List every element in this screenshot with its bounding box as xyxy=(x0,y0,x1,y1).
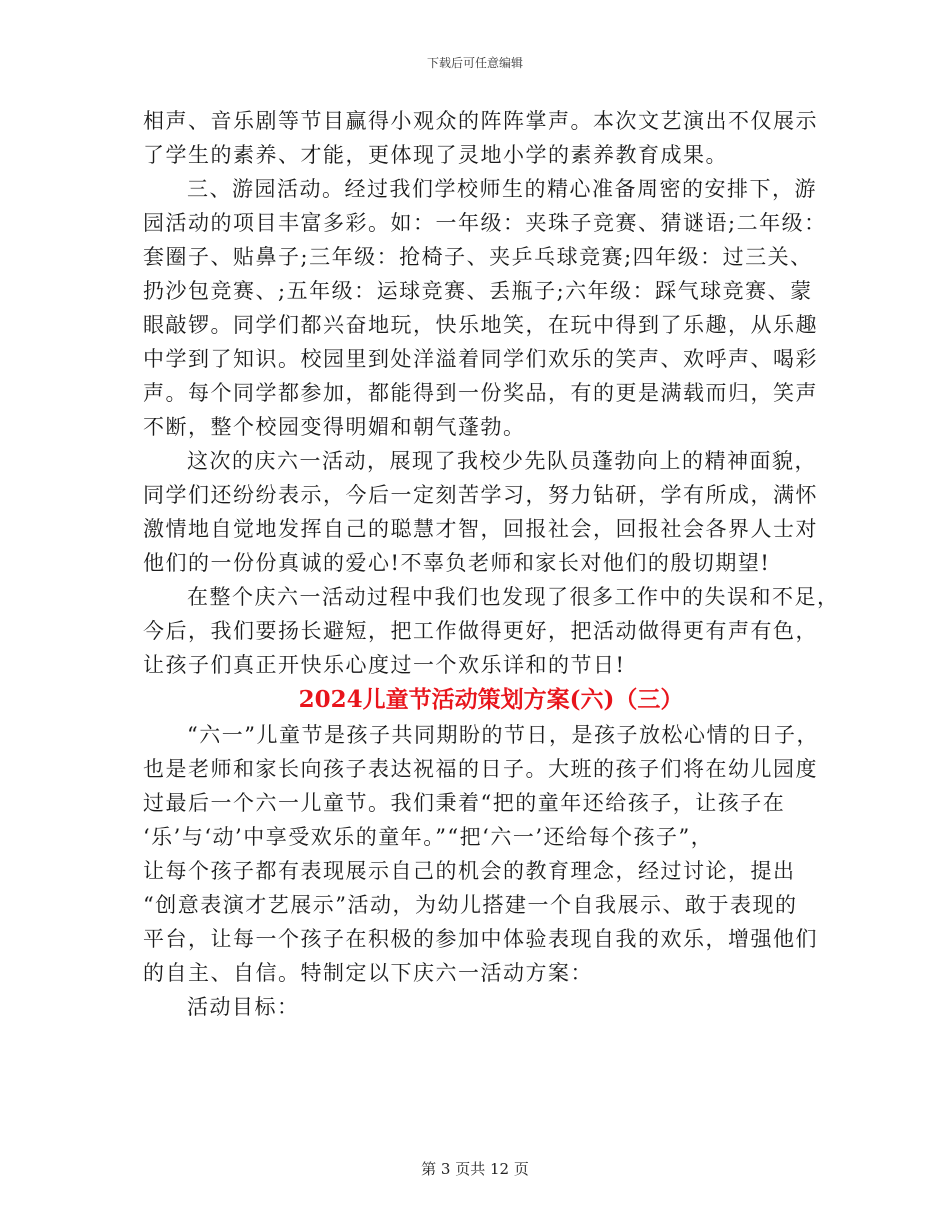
paragraph-line: 园活动的项目丰富多彩。如：一年级：夹珠子竞赛、猜谜语;二年级： xyxy=(143,211,827,235)
paragraph-line: 在整个庆六一活动过程中我们也发现了很多工作中的失误和不足， xyxy=(187,585,840,609)
paragraph-line: 不断，整个校园变得明媚和朝气蓬勃。 xyxy=(143,415,526,439)
page-header: 下载后可任意编辑 xyxy=(426,56,523,70)
paragraph-line: 中学到了知识。校园里到处洋溢着同学们欢乐的笑声、欢呼声、喝彩 xyxy=(143,347,818,371)
paragraph-line: 了学生的素养、才能，更体现了灵地小学的素养教育成果。 xyxy=(143,143,728,167)
paragraph-line: 套圈子、贴鼻子;三年级：抢椅子、夹乒乓球竞赛;四年级：过三关、 xyxy=(143,245,813,269)
paragraph-line: 相声、音乐剧等节目赢得小观众的阵阵掌声。本次文艺演出不仅展示 xyxy=(143,109,818,133)
paragraph-line: ‘乐’与‘动’中享受欢乐的童年。”“把‘六一’还给每个孩子”， xyxy=(143,825,714,849)
paragraph-line: 平台，让每一个孩子在积极的参加中体验表现自我的欢乐，增强他们 xyxy=(143,927,818,951)
paragraph-line: 的自主、自信。特制定以下庆六一活动方案： xyxy=(143,961,593,985)
paragraph-line: 活动目标： xyxy=(187,995,300,1019)
paragraph-line: 让孩子们真正开快乐心度过一个欢乐详和的节日! xyxy=(143,653,626,677)
paragraph-line: 过最后一个六一儿童节。我们秉着“把的童年还给孩子，让孩子在 xyxy=(143,791,786,815)
paragraph-line: 声。每个同学都参加，都能得到一份奖品，有的更是满载而归，笑声 xyxy=(143,381,818,405)
paragraph-line: 这次的庆六一活动，展现了我校少先队员蓬勃向上的精神面貌， xyxy=(187,449,817,473)
paragraph-line: 同学们还纷纷表示，今后一定刻苦学习，努力钻研，学有所成，满怀 xyxy=(143,483,818,507)
paragraph-line: “六一”儿童节是孩子共同期盼的节日，是孩子放松心情的日子， xyxy=(187,723,819,747)
page-footer: 第 3 页共 12 页 xyxy=(421,1160,529,1178)
paragraph-line: 他们的一份份真诚的爱心!不辜负老师和家长对他们的殷切期望! xyxy=(143,551,771,575)
paragraph-line: 激情地自觉地发挥自己的聪慧才智，回报社会，回报社会各界人士对 xyxy=(143,517,818,541)
paragraph-line: 三、游园活动。经过我们学校师生的精心准备周密的安排下，游 xyxy=(187,177,817,201)
paragraph-line: “创意表演才艺展示”活动，为幼儿搭建一个自我展示、敢于表现的 xyxy=(143,893,798,917)
paragraph-line: 今后，我们要扬长避短，把工作做得更好，把活动做得更有声有色， xyxy=(143,619,818,643)
paragraph-line: 让每个孩子都有表现展示自己的机会的教育理念，经过讨论，提出 xyxy=(143,859,796,883)
section-title: 2024儿童节活动策划方案(六)（三） xyxy=(298,686,684,713)
document-body xyxy=(143,104,840,1024)
paragraph-line: 也是老师和家长向孩子表达祝福的日子。大班的孩子们将在幼儿园度 xyxy=(143,757,818,781)
paragraph-line: 扔沙包竞赛、;五年级：运球竞赛、丢瓶子;六年级：踩气球竞赛、蒙 xyxy=(143,279,813,303)
paragraph-line: 眼敲锣。同学们都兴奋地玩，快乐地笑，在玩中得到了乐趣，从乐趣 xyxy=(143,313,818,337)
